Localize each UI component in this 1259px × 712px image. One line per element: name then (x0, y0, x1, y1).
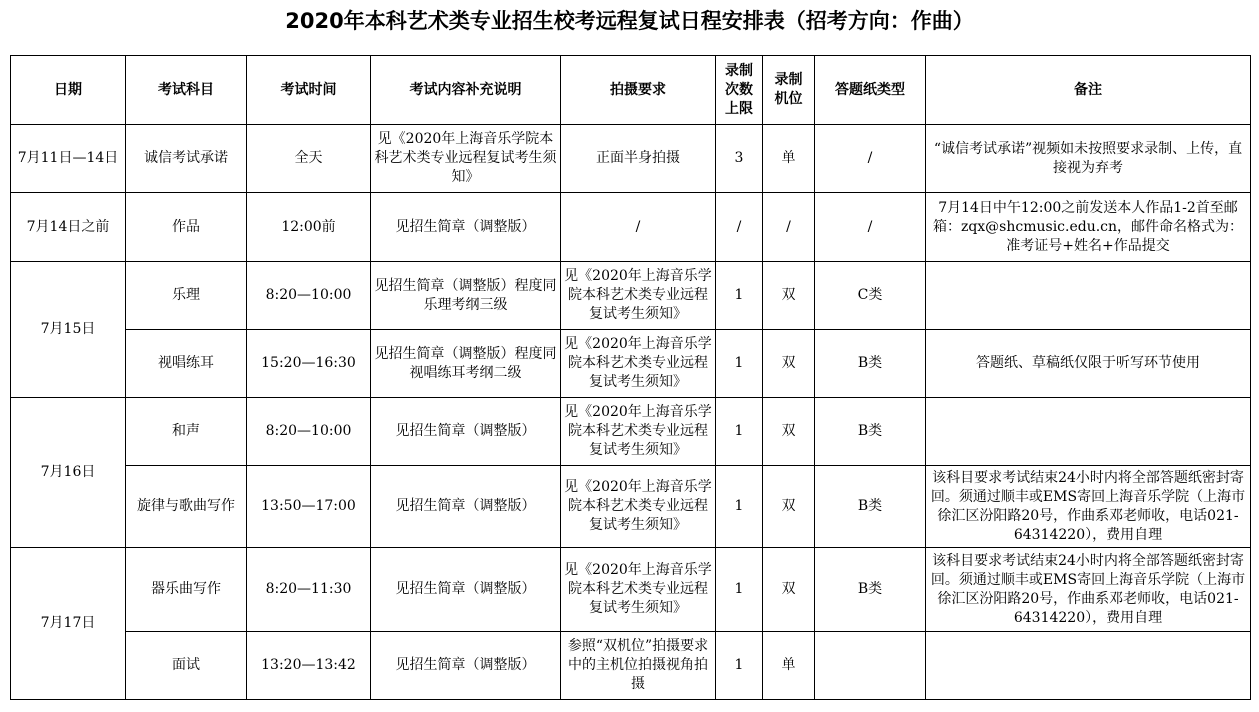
cell-time: 8:20—10:00 (247, 262, 371, 330)
cell-times: 1 (716, 330, 763, 398)
cell-date: 7月16日 (11, 398, 126, 548)
cell-subject: 诚信考试承诺 (126, 125, 247, 193)
cell-content: 见招生简章（调整版） (371, 398, 561, 466)
table-row (11, 125, 1251, 193)
cell-subject: 器乐曲写作 (126, 548, 247, 632)
header-subject: 考试科目 (126, 56, 247, 125)
cell-times: / (716, 193, 763, 262)
cell-position: 双 (763, 398, 815, 466)
cell-position: 双 (763, 262, 815, 330)
cell-content: 见招生简章（调整版） (371, 632, 561, 700)
header-times-line3: 上限 (725, 100, 753, 117)
cell-note: 该科目要求考试结束24小时内将全部答题纸密封寄回。须通过顺丰或EMS寄回上海音乐学院（上海市徐汇区汾阳路20号，作曲系邓老师收，电话021-64314220），费用自理 (926, 466, 1251, 548)
cell-note (926, 262, 1251, 330)
cell-time: 12:00前 (247, 193, 371, 262)
header-times (716, 56, 763, 125)
cell-shoot: 见《2020年上海音乐学院本科艺术类专业远程复试考生须知》 (561, 398, 716, 466)
cell-shoot: 见《2020年上海音乐学院本科艺术类专业远程复试考生须知》 (561, 548, 716, 632)
cell-note: 该科目要求考试结束24小时内将全部答题纸密封寄回。须通过顺丰或EMS寄回上海音乐学院（上海市徐汇区汾阳路20号，作曲系邓老师收，电话021-64314220），费用自理 (926, 548, 1251, 632)
cell-time: 8:20—11:30 (247, 548, 371, 632)
header-row (11, 56, 1251, 125)
cell-subject: 乐理 (126, 262, 247, 330)
cell-time: 13:50—17:00 (247, 466, 371, 548)
cell-shoot: 参照“双机位”拍摄要求中的主机位拍摄视角拍摄 (561, 632, 716, 700)
cell-times: 1 (716, 262, 763, 330)
cell-times: 1 (716, 548, 763, 632)
table-row (11, 262, 1251, 330)
cell-time: 全天 (247, 125, 371, 193)
cell-times: 1 (716, 632, 763, 700)
table-row (11, 398, 1251, 466)
cell-paper: / (815, 125, 926, 193)
cell-paper: B类 (815, 398, 926, 466)
cell-times: 1 (716, 398, 763, 466)
table-row (11, 632, 1251, 700)
cell-paper: / (815, 193, 926, 262)
cell-paper (815, 632, 926, 700)
header-date: 日期 (11, 56, 126, 125)
header-content: 考试内容补充说明 (371, 56, 561, 125)
cell-time: 8:20—10:00 (247, 398, 371, 466)
cell-shoot: 正面半身拍摄 (561, 125, 716, 193)
cell-position: / (763, 193, 815, 262)
cell-date: 7月11日—14日 (11, 125, 126, 193)
table-row (11, 548, 1251, 632)
table-row (11, 330, 1251, 398)
cell-note: “诚信考试承诺”视频如未按照要求录制、上传，直接视为弃考 (926, 125, 1251, 193)
cell-content: 见招生简章（调整版） (371, 548, 561, 632)
cell-subject: 作品 (126, 193, 247, 262)
header-position (763, 56, 815, 125)
cell-position: 单 (763, 632, 815, 700)
cell-date: 7月15日 (11, 262, 126, 398)
header-note: 备注 (926, 56, 1251, 125)
cell-shoot: 见《2020年上海音乐学院本科艺术类专业远程复试考生须知》 (561, 262, 716, 330)
cell-content: 见招生简章（调整版）程度同乐理考纲三级 (371, 262, 561, 330)
page-title: 2020年本科艺术类专业招生校考远程复试日程安排表（招考方向：作曲） (285, 9, 974, 33)
cell-content: 见招生简章（调整版） (371, 193, 561, 262)
cell-paper: B类 (815, 548, 926, 632)
header-shoot: 拍摄要求 (561, 56, 716, 125)
header-times-line2: 次数 (725, 81, 753, 98)
cell-date: 7月14日之前 (11, 193, 126, 262)
cell-position: 双 (763, 548, 815, 632)
cell-shoot: 见《2020年上海音乐学院本科艺术类专业远程复试考生须知》 (561, 330, 716, 398)
cell-subject: 视唱练耳 (126, 330, 247, 398)
cell-paper: C类 (815, 262, 926, 330)
header-position-line1: 录制 (774, 72, 803, 88)
table-row (11, 466, 1251, 548)
cell-times: 3 (716, 125, 763, 193)
cell-time: 13:20—13:42 (247, 632, 371, 700)
cell-note (926, 632, 1251, 700)
cell-times: 1 (716, 466, 763, 548)
cell-position: 双 (763, 330, 815, 398)
header-time: 考试时间 (247, 56, 371, 125)
cell-content: 见招生简章（调整版） (371, 466, 561, 548)
header-position-line2: 机位 (774, 91, 803, 107)
cell-shoot: / (561, 193, 716, 262)
cell-subject: 面试 (126, 632, 247, 700)
cell-position: 单 (763, 125, 815, 193)
cell-subject: 旋律与歌曲写作 (126, 466, 247, 548)
cell-paper: B类 (815, 466, 926, 548)
cell-note (926, 398, 1251, 466)
cell-position: 双 (763, 466, 815, 548)
table-row (11, 193, 1251, 262)
cell-date: 7月17日 (11, 548, 126, 700)
cell-content: 见《2020年上海音乐学院本科艺术类专业远程复试考生须知》 (371, 125, 561, 193)
cell-content: 见招生简章（调整版）程度同视唱练耳考纲二级 (371, 330, 561, 398)
cell-subject: 和声 (126, 398, 247, 466)
cell-note: 7月14日中午12:00之前发送本人作品1-2首至邮箱：zqx@shcmusic.edu.cn，邮件命名格式为：准考证号+姓名+作品提交 (926, 193, 1251, 262)
cell-shoot: 见《2020年上海音乐学院本科艺术类专业远程复试考生须知》 (561, 466, 716, 548)
cell-note: 答题纸、草稿纸仅限于听写环节使用 (926, 330, 1251, 398)
cell-time: 15:20—16:30 (247, 330, 371, 398)
header-paper: 答题纸类型 (815, 56, 926, 125)
schedule-table (10, 55, 1251, 700)
header-times-line1: 录制 (725, 62, 753, 79)
cell-paper: B类 (815, 330, 926, 398)
